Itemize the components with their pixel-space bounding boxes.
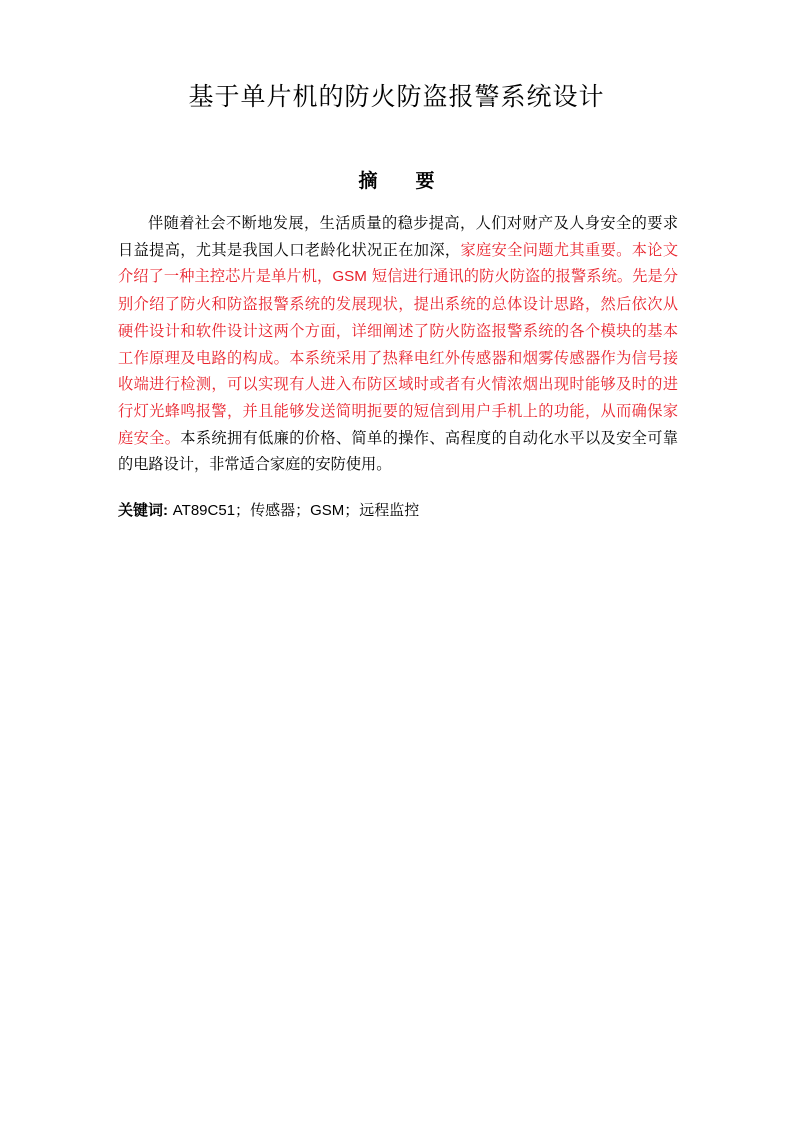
abstract-text-conclusion: 本系统拥有低廉的价格、简单的操作、高程度的自动化水平以及安全可靠的电路设计，非常适合家庭的安防使用。 xyxy=(118,428,679,474)
keyword-1: AT89C51 xyxy=(172,502,236,519)
keywords-label: 关键词: xyxy=(118,502,168,519)
abstract-heading xyxy=(0,168,793,194)
keywords-line xyxy=(118,498,678,523)
keyword-separator: ； xyxy=(344,501,360,519)
abstract-paragraph xyxy=(118,210,678,478)
abstract-text-intro: 伴随着社会不断地发展，生活质量的稳步提高，人们对财产及人身安全的要求日益提高，尤其是我国人口老龄化状况正在加深， xyxy=(118,214,678,259)
keyword-2: 传感器 xyxy=(250,501,296,519)
abstract-heading-char-2: 要 xyxy=(415,170,435,192)
abstract-highlight-2: 短信进行通讯的防火防盗的报警系统。先是分别介绍了防火和防盗报警系统的发展现状，提出系统的总体设计思路，然后依次从硬件设计和软件设计这两个方面，详细阐述了防火防盗报警系统的各个模块的基本工作原理及电路的构成。本系统采用了热释电红外传感器和烟雾传感器作为信号接收端进行检测，可以实现有人进入布防区域时或者有火情浓烟出现时能够及时的进行灯光蜂鸣报警，并且能够发送简明扼要的短信到用户手机上的功能，从而确保家庭安全。 xyxy=(118,267,679,447)
keyword-separator: ； xyxy=(235,501,251,519)
abstract-highlight-gsm: GSM xyxy=(332,268,367,286)
keyword-4: 远程监控 xyxy=(359,501,420,519)
abstract-heading-char-1: 摘 xyxy=(358,170,378,192)
abstract-highlight-1: 家庭安全问题尤其重要。本论文介绍了一种主控芯片是单片机， xyxy=(118,240,679,286)
document-title: 基于单片机的防火防盗报警系统设计 xyxy=(188,82,605,111)
keyword-separator: ； xyxy=(295,501,311,519)
keyword-3: GSM xyxy=(310,502,345,519)
